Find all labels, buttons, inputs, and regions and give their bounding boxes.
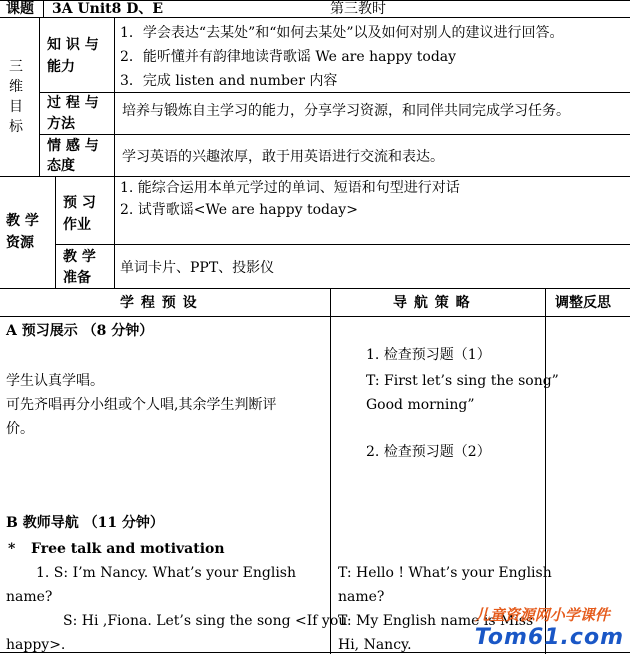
col-reflection-header: 调整反思 xyxy=(555,295,611,311)
rule xyxy=(0,288,630,289)
objectives-label-2: 维 xyxy=(9,79,23,95)
section-a-line-1: 学生认真学唱。 xyxy=(6,373,104,389)
section-b-bullet: * xyxy=(8,541,16,557)
rule xyxy=(39,134,630,135)
emotion-label-2: 态度 xyxy=(47,158,75,174)
preview-item-1: 1. 能综合运用本单元学过的单词、短语和句型进行对话 xyxy=(120,180,460,196)
section-b-line-1a: 1. S: I’m Nancy. What’s your English xyxy=(36,565,296,581)
lesson-number: 第三教时 xyxy=(330,1,386,17)
watermark-text-cn: 儿童资源网小学课件 xyxy=(474,606,610,624)
resources-label-1: 教 学 xyxy=(6,213,39,229)
strategy-line-3a: T: Hello ! What’s your English xyxy=(338,565,552,581)
strategy-line-4a: T: My English name is Miss xyxy=(338,613,534,629)
rule xyxy=(43,0,44,17)
section-a-title: A 预习展示 （8 分钟） xyxy=(6,323,154,339)
section-b-line-2a: S: Hi ,Fiona. Let’s sing the song <If you xyxy=(63,613,348,629)
section-a-line-2: 可先齐唱再分小组或个人唱,其余学生判断评 xyxy=(6,397,277,413)
rule xyxy=(114,17,115,176)
col-process-header: 学 程 预 设 xyxy=(120,295,198,311)
section-b-title: B 教师导航 （11 分钟） xyxy=(6,515,164,531)
strategy-line-4b: Hi, Nancy. xyxy=(338,637,412,653)
col-strategy-header: 导 航 策 略 xyxy=(393,295,471,311)
process-label-2: 方法 xyxy=(47,116,75,132)
preview-item-2: 2. 试背歌谣<We are happy today> xyxy=(120,202,358,218)
process-text: 培养与锻炼自主学习的能力，分享学习资源，和同伴共同完成学习任务。 xyxy=(122,103,570,119)
knowledge-label-1: 知 识 与 xyxy=(47,37,99,53)
process-label-1: 过 程 与 xyxy=(47,95,99,111)
section-b-subtitle: Free talk and motivation xyxy=(31,541,225,557)
strategy-line-1b: Good morning” xyxy=(366,397,475,413)
section-a-line-3: 价。 xyxy=(6,421,34,437)
watermark-text-en: Tom61.com xyxy=(474,625,624,650)
rule xyxy=(39,17,40,176)
watermark xyxy=(475,604,624,650)
knowledge-item-2: 2．能听懂并有韵律地读背歌谣 We are happy today xyxy=(120,49,457,65)
resources-label-2: 资源 xyxy=(6,235,34,251)
emotion-text: 学习英语的兴趣浓厚，敢于用英语进行交流和表达。 xyxy=(122,149,444,165)
rule xyxy=(55,176,56,288)
rule xyxy=(0,652,630,653)
rule xyxy=(114,176,115,288)
course-label: 课题 xyxy=(6,1,34,17)
prep-label-2: 准备 xyxy=(63,270,91,286)
preview-label-1: 预 习 xyxy=(63,195,96,211)
knowledge-label-2: 能力 xyxy=(47,59,75,75)
rule xyxy=(330,288,331,654)
objectives-label-1: 三 xyxy=(9,59,23,75)
prep-text: 单词卡片、PPT、投影仪 xyxy=(120,260,275,276)
objectives-label-3: 目 xyxy=(9,99,23,115)
section-b-line-2b: happy>. xyxy=(6,637,66,653)
prep-label-1: 教 学 xyxy=(63,249,96,265)
rule xyxy=(39,92,630,93)
rule xyxy=(0,176,630,177)
knowledge-item-1: 1．学会表达“去某处”和“如何去某处”以及如何对别人的建议进行回答。 xyxy=(120,25,564,41)
knowledge-item-3: 3．完成 listen and number 内容 xyxy=(120,73,338,89)
preview-label-2: 作业 xyxy=(63,217,91,233)
strategy-item-1: 1. 检查预习题（1） xyxy=(366,347,491,363)
strategy-line-1a: T: First let’s sing the song” xyxy=(366,373,559,389)
course-title: 3A Unit8 D、E xyxy=(52,1,164,17)
emotion-label-1: 情 感 与 xyxy=(47,138,99,154)
rule xyxy=(545,288,546,654)
section-b-line-1b: name? xyxy=(6,589,53,605)
strategy-item-2: 2. 检查预习题（2） xyxy=(366,444,491,460)
objectives-label-4: 标 xyxy=(9,119,23,135)
rule xyxy=(55,244,630,245)
strategy-line-3b: name? xyxy=(338,589,385,605)
rule xyxy=(0,316,630,317)
